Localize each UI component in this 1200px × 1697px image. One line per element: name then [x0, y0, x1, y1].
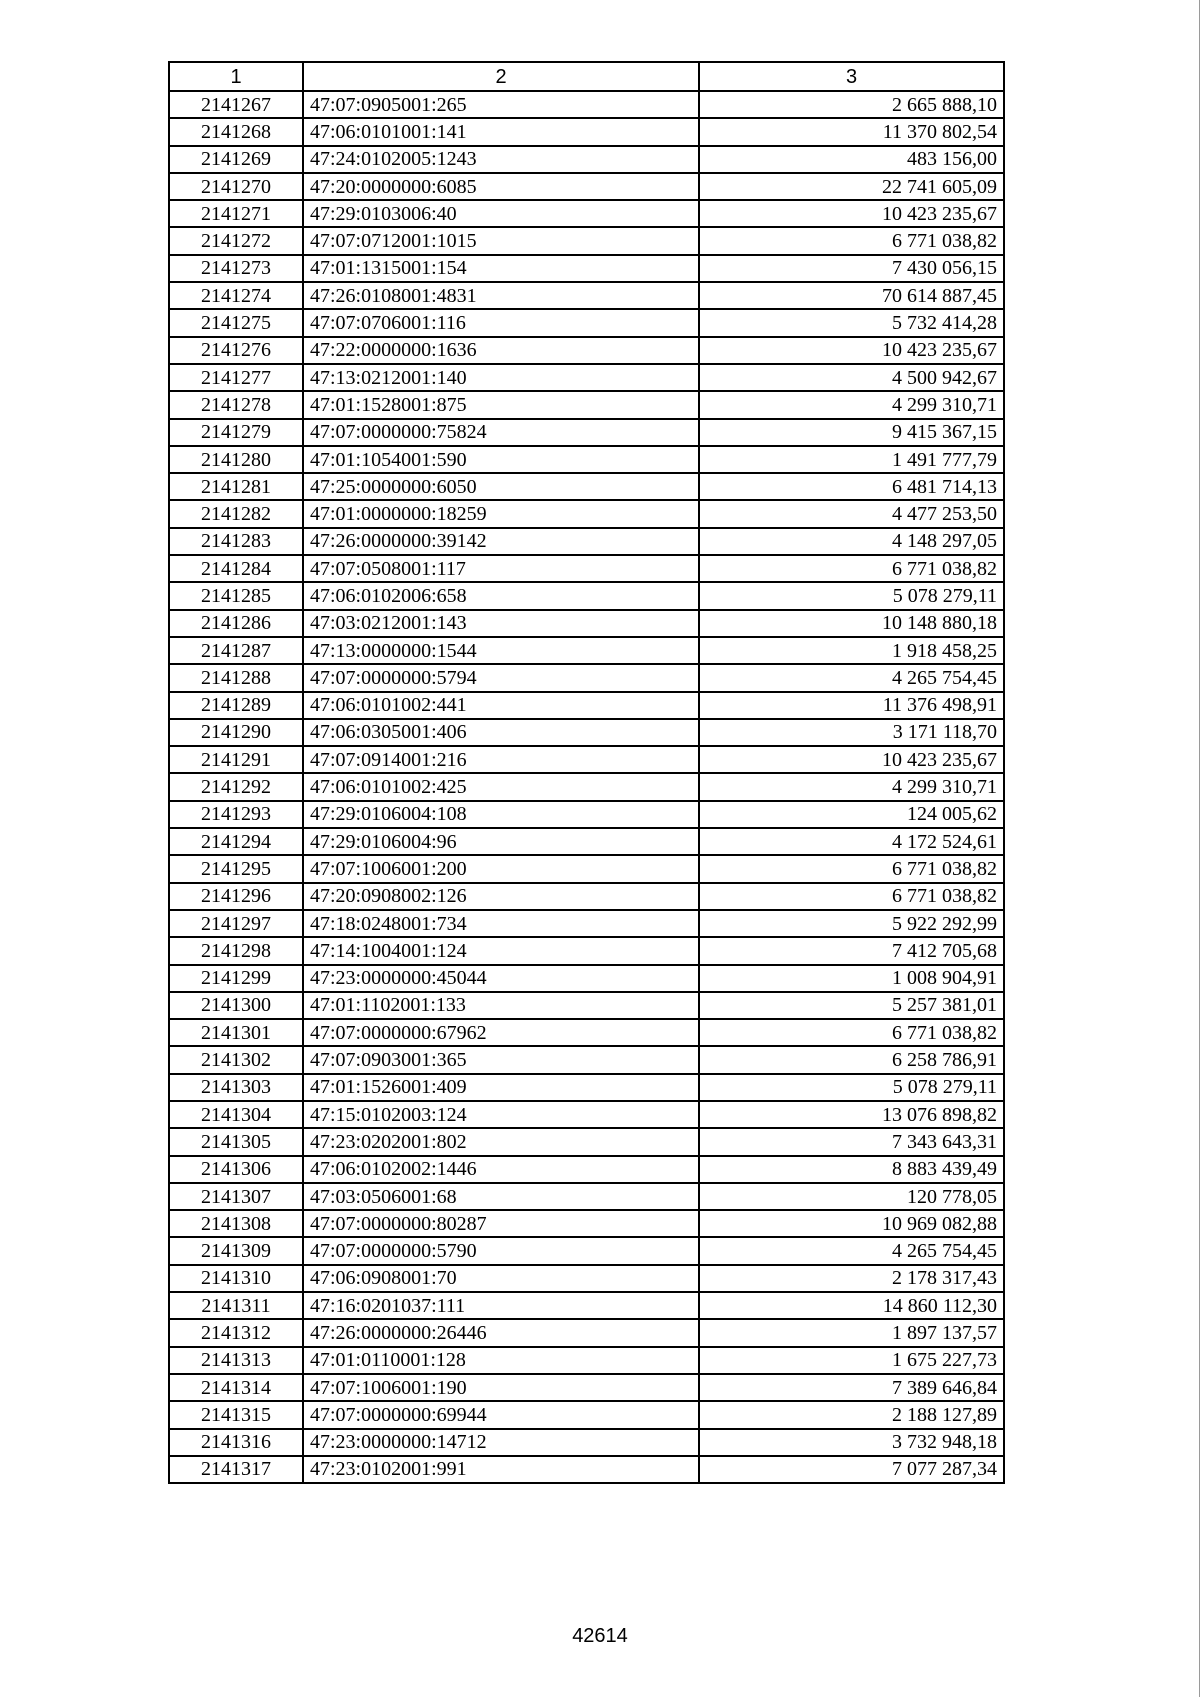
row-number-cell: 2141311	[169, 1292, 303, 1319]
value-cell: 10 148 880,18	[699, 610, 1004, 637]
row-number-cell: 2141316	[169, 1429, 303, 1456]
table-row	[169, 1156, 1004, 1183]
cadastral-number-cell: 47:01:1102001:133	[303, 992, 699, 1019]
table-row	[169, 1237, 1004, 1264]
value-cell: 11 376 498,91	[699, 692, 1004, 719]
table-row	[169, 1101, 1004, 1128]
table-row	[169, 1074, 1004, 1101]
value-cell: 7 077 287,34	[699, 1456, 1004, 1483]
row-number-cell: 2141273	[169, 255, 303, 282]
row-number-cell: 2141277	[169, 364, 303, 391]
value-cell: 4 265 754,45	[699, 1237, 1004, 1264]
table-row	[169, 337, 1004, 364]
cadastral-number-cell: 47:06:0101002:425	[303, 773, 699, 800]
table-row	[169, 91, 1004, 118]
row-number-cell: 2141313	[169, 1347, 303, 1374]
cadastral-number-cell: 47:07:0000000:75824	[303, 419, 699, 446]
table-row	[169, 1292, 1004, 1319]
table-row	[169, 910, 1004, 937]
row-number-cell: 2141317	[169, 1456, 303, 1483]
cadastral-number-cell: 47:01:1528001:875	[303, 391, 699, 418]
value-cell: 10 423 235,67	[699, 337, 1004, 364]
row-number-cell: 2141292	[169, 773, 303, 800]
cadastral-number-cell: 47:23:0102001:991	[303, 1456, 699, 1483]
cadastral-number-cell: 47:07:0905001:265	[303, 91, 699, 118]
table-row	[169, 1046, 1004, 1073]
table-row	[169, 992, 1004, 1019]
cadastral-number-cell: 47:01:1526001:409	[303, 1074, 699, 1101]
table-row	[169, 1429, 1004, 1456]
row-number-cell: 2141284	[169, 555, 303, 582]
value-cell: 8 883 439,49	[699, 1156, 1004, 1183]
value-cell: 3 732 948,18	[699, 1429, 1004, 1456]
table-row	[169, 855, 1004, 882]
cadastral-number-cell: 47:06:0305001:406	[303, 719, 699, 746]
row-number-cell: 2141315	[169, 1401, 303, 1428]
table-row	[169, 1347, 1004, 1374]
value-cell: 9 415 367,15	[699, 419, 1004, 446]
table-row	[169, 773, 1004, 800]
cadastral-number-cell: 47:01:1315001:154	[303, 255, 699, 282]
value-cell: 11 370 802,54	[699, 118, 1004, 145]
value-cell: 10 969 082,88	[699, 1210, 1004, 1237]
row-number-cell: 2141274	[169, 282, 303, 309]
table-row	[169, 282, 1004, 309]
value-cell: 5 078 279,11	[699, 1074, 1004, 1101]
row-number-cell: 2141270	[169, 173, 303, 200]
cadastral-number-cell: 47:26:0000000:39142	[303, 528, 699, 555]
cadastral-number-cell: 47:20:0000000:6085	[303, 173, 699, 200]
row-number-cell: 2141293	[169, 801, 303, 828]
cadastral-number-cell: 47:18:0248001:734	[303, 910, 699, 937]
value-cell: 1 491 777,79	[699, 446, 1004, 473]
cadastral-number-cell: 47:14:1004001:124	[303, 937, 699, 964]
row-number-cell: 2141300	[169, 992, 303, 1019]
cadastral-number-cell: 47:07:0903001:365	[303, 1046, 699, 1073]
value-cell: 5 732 414,28	[699, 309, 1004, 336]
value-cell: 10 423 235,67	[699, 200, 1004, 227]
cadastral-number-cell: 47:07:0000000:69944	[303, 1401, 699, 1428]
value-cell: 2 665 888,10	[699, 91, 1004, 118]
table-row	[169, 227, 1004, 254]
row-number-cell: 2141299	[169, 965, 303, 992]
cadastral-number-cell: 47:07:0914001:216	[303, 746, 699, 773]
table-row	[169, 473, 1004, 500]
table-row	[169, 828, 1004, 855]
row-number-cell: 2141309	[169, 1237, 303, 1264]
cadastral-number-cell: 47:03:0212001:143	[303, 610, 699, 637]
row-number-cell: 2141306	[169, 1156, 303, 1183]
cadastral-number-cell: 47:29:0106004:96	[303, 828, 699, 855]
cadastral-number-cell: 47:07:0508001:117	[303, 555, 699, 582]
cadastral-number-cell: 47:06:0101001:141	[303, 118, 699, 145]
value-cell: 7 412 705,68	[699, 937, 1004, 964]
table-body	[169, 91, 1004, 1483]
row-number-cell: 2141271	[169, 200, 303, 227]
row-number-cell: 2141269	[169, 146, 303, 173]
table-row	[169, 255, 1004, 282]
page-number: 42614	[572, 1625, 628, 1647]
row-number-cell: 2141301	[169, 1019, 303, 1046]
row-number-cell: 2141307	[169, 1183, 303, 1210]
table-row	[169, 637, 1004, 664]
table-row	[169, 965, 1004, 992]
value-cell: 124 005,62	[699, 801, 1004, 828]
value-cell: 13 076 898,82	[699, 1101, 1004, 1128]
cadastral-number-cell: 47:07:0000000:80287	[303, 1210, 699, 1237]
table-header-row	[169, 62, 1004, 91]
row-number-cell: 2141304	[169, 1101, 303, 1128]
row-number-cell: 2141281	[169, 473, 303, 500]
cadastral-number-cell: 47:20:0908002:126	[303, 883, 699, 910]
cadastral-number-cell: 47:13:0000000:1544	[303, 637, 699, 664]
table-row	[169, 391, 1004, 418]
value-cell: 70 614 887,45	[699, 282, 1004, 309]
cadastral-number-cell: 47:07:1006001:200	[303, 855, 699, 882]
table-row	[169, 883, 1004, 910]
value-cell: 7 343 643,31	[699, 1128, 1004, 1155]
row-number-cell: 2141282	[169, 500, 303, 527]
cadastral-number-cell: 47:06:0102006:658	[303, 582, 699, 609]
row-number-cell: 2141291	[169, 746, 303, 773]
table-row	[169, 801, 1004, 828]
row-number-cell: 2141288	[169, 664, 303, 691]
table-row	[169, 309, 1004, 336]
value-cell: 1 918 458,25	[699, 637, 1004, 664]
row-number-cell: 2141279	[169, 419, 303, 446]
table-row	[169, 118, 1004, 145]
row-number-cell: 2141268	[169, 118, 303, 145]
table-row	[169, 692, 1004, 719]
cadastral-number-cell: 47:07:1006001:190	[303, 1374, 699, 1401]
table-row	[169, 528, 1004, 555]
cadastral-number-cell: 47:15:0102003:124	[303, 1101, 699, 1128]
row-number-cell: 2141289	[169, 692, 303, 719]
cadastral-number-cell: 47:07:0000000:67962	[303, 1019, 699, 1046]
row-number-cell: 2141302	[169, 1046, 303, 1073]
cadastral-number-cell: 47:25:0000000:6050	[303, 473, 699, 500]
value-cell: 4 500 942,67	[699, 364, 1004, 391]
value-cell: 483 156,00	[699, 146, 1004, 173]
table-row	[169, 1456, 1004, 1483]
table-row	[169, 1210, 1004, 1237]
value-cell: 6 481 714,13	[699, 473, 1004, 500]
row-number-cell: 2141286	[169, 610, 303, 637]
value-cell: 14 860 112,30	[699, 1292, 1004, 1319]
cadastral-number-cell: 47:13:0212001:140	[303, 364, 699, 391]
table-row	[169, 446, 1004, 473]
row-number-cell: 2141275	[169, 309, 303, 336]
row-number-cell: 2141308	[169, 1210, 303, 1237]
cadastral-number-cell: 47:29:0103006:40	[303, 200, 699, 227]
row-number-cell: 2141294	[169, 828, 303, 855]
row-number-cell: 2141278	[169, 391, 303, 418]
value-cell: 4 299 310,71	[699, 773, 1004, 800]
cadastral-number-cell: 47:26:0108001:4831	[303, 282, 699, 309]
row-number-cell: 2141314	[169, 1374, 303, 1401]
data-table	[168, 61, 1005, 1484]
table-row	[169, 937, 1004, 964]
value-cell: 6 771 038,82	[699, 555, 1004, 582]
table-row	[169, 555, 1004, 582]
value-cell: 4 299 310,71	[699, 391, 1004, 418]
column-header-3: 3	[699, 62, 1004, 91]
value-cell: 5 922 292,99	[699, 910, 1004, 937]
cadastral-number-cell: 47:01:0000000:18259	[303, 500, 699, 527]
value-cell: 4 477 253,50	[699, 500, 1004, 527]
cadastral-number-cell: 47:07:0000000:5794	[303, 664, 699, 691]
value-cell: 2 178 317,43	[699, 1265, 1004, 1292]
value-cell: 7 389 646,84	[699, 1374, 1004, 1401]
cadastral-number-cell: 47:03:0506001:68	[303, 1183, 699, 1210]
value-cell: 6 771 038,82	[699, 227, 1004, 254]
cadastral-number-cell: 47:07:0706001:116	[303, 309, 699, 336]
value-cell: 4 172 524,61	[699, 828, 1004, 855]
value-cell: 1 675 227,73	[699, 1347, 1004, 1374]
table-row	[169, 173, 1004, 200]
cadastral-number-cell: 47:16:0201037:111	[303, 1292, 699, 1319]
table-row	[169, 364, 1004, 391]
value-cell: 5 257 381,01	[699, 992, 1004, 1019]
row-number-cell: 2141303	[169, 1074, 303, 1101]
table-row	[169, 664, 1004, 691]
row-number-cell: 2141295	[169, 855, 303, 882]
value-cell: 10 423 235,67	[699, 746, 1004, 773]
value-cell: 1 008 904,91	[699, 965, 1004, 992]
row-number-cell: 2141280	[169, 446, 303, 473]
value-cell: 7 430 056,15	[699, 255, 1004, 282]
table-row	[169, 582, 1004, 609]
table-row	[169, 1019, 1004, 1046]
table-row	[169, 1128, 1004, 1155]
value-cell: 6 258 786,91	[699, 1046, 1004, 1073]
row-number-cell: 2141297	[169, 910, 303, 937]
cadastral-number-cell: 47:23:0000000:14712	[303, 1429, 699, 1456]
table-row	[169, 500, 1004, 527]
value-cell: 120 778,05	[699, 1183, 1004, 1210]
value-cell: 6 771 038,82	[699, 883, 1004, 910]
row-number-cell: 2141298	[169, 937, 303, 964]
cadastral-number-cell: 47:07:0712001:1015	[303, 227, 699, 254]
value-cell: 6 771 038,82	[699, 855, 1004, 882]
value-cell: 3 171 118,70	[699, 719, 1004, 746]
value-cell: 2 188 127,89	[699, 1401, 1004, 1428]
table-row	[169, 1401, 1004, 1428]
cadastral-number-cell: 47:23:0000000:45044	[303, 965, 699, 992]
table-row	[169, 146, 1004, 173]
cadastral-number-cell: 47:07:0000000:5790	[303, 1237, 699, 1264]
row-number-cell: 2141312	[169, 1319, 303, 1346]
value-cell: 1 897 137,57	[699, 1319, 1004, 1346]
row-number-cell: 2141272	[169, 227, 303, 254]
row-number-cell: 2141305	[169, 1128, 303, 1155]
value-cell: 6 771 038,82	[699, 1019, 1004, 1046]
table-row	[169, 746, 1004, 773]
value-cell: 22 741 605,09	[699, 173, 1004, 200]
cadastral-number-cell: 47:01:1054001:590	[303, 446, 699, 473]
value-cell: 4 265 754,45	[699, 664, 1004, 691]
cadastral-number-cell: 47:22:0000000:1636	[303, 337, 699, 364]
cadastral-number-cell: 47:24:0102005:1243	[303, 146, 699, 173]
cadastral-number-cell: 47:06:0101002:441	[303, 692, 699, 719]
cadastral-number-cell: 47:23:0202001:802	[303, 1128, 699, 1155]
row-number-cell: 2141276	[169, 337, 303, 364]
table-row	[169, 1319, 1004, 1346]
value-cell: 4 148 297,05	[699, 528, 1004, 555]
row-number-cell: 2141290	[169, 719, 303, 746]
cadastral-number-cell: 47:26:0000000:26446	[303, 1319, 699, 1346]
value-cell: 5 078 279,11	[699, 582, 1004, 609]
row-number-cell: 2141267	[169, 91, 303, 118]
table-row	[169, 1183, 1004, 1210]
row-number-cell: 2141310	[169, 1265, 303, 1292]
table-row	[169, 200, 1004, 227]
row-number-cell: 2141285	[169, 582, 303, 609]
cadastral-number-cell: 47:06:0102002:1446	[303, 1156, 699, 1183]
column-header-2: 2	[303, 62, 699, 91]
row-number-cell: 2141283	[169, 528, 303, 555]
table-row	[169, 610, 1004, 637]
table-row	[169, 419, 1004, 446]
row-number-cell: 2141287	[169, 637, 303, 664]
table-row	[169, 1265, 1004, 1292]
row-number-cell: 2141296	[169, 883, 303, 910]
table-row	[169, 719, 1004, 746]
table-row	[169, 1374, 1004, 1401]
cadastral-number-cell: 47:06:0908001:70	[303, 1265, 699, 1292]
cadastral-number-cell: 47:01:0110001:128	[303, 1347, 699, 1374]
cadastral-number-cell: 47:29:0106004:108	[303, 801, 699, 828]
column-header-1: 1	[169, 62, 303, 91]
